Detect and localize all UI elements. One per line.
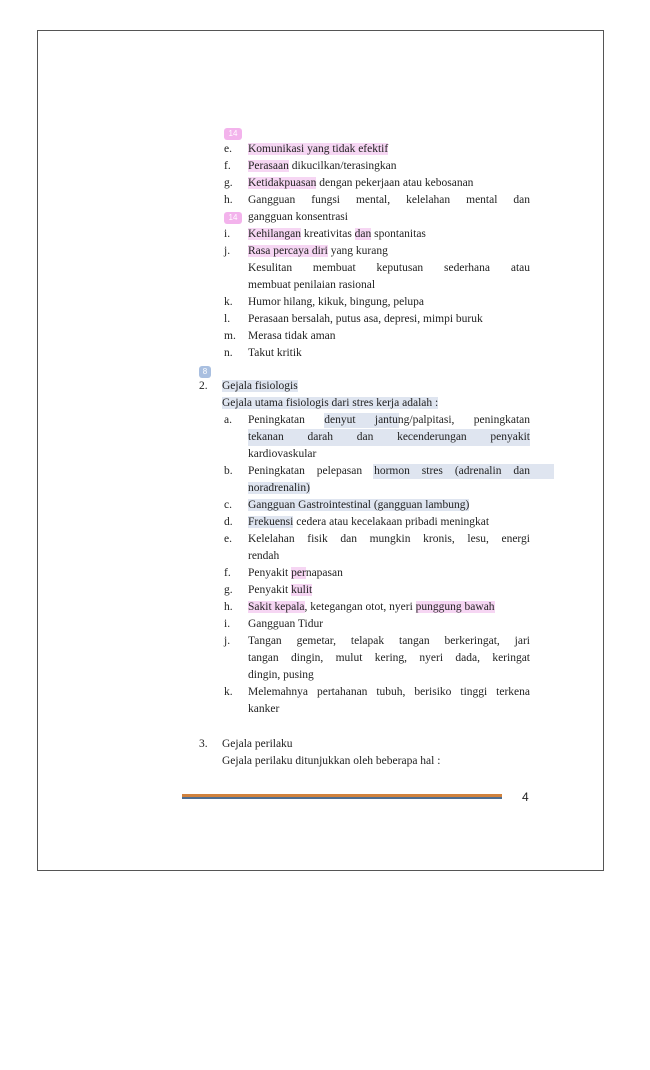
section-intro: Gejala utama fisiologis dari stres kerja adalah : (222, 397, 439, 409)
list-item-text: Gangguan Tidur (248, 618, 324, 630)
list-item-label: a. (224, 414, 232, 426)
list-item-label: i. (224, 618, 231, 630)
list-item-label: f. (224, 567, 231, 579)
list-item-text-line: Kelelahan fisik dan mungkin kronis, lesu, energi (248, 533, 530, 545)
list-item-text-line: noradrenalin) (248, 482, 310, 494)
list-item-text-line: dingin, pusing (248, 669, 314, 681)
comment-marker[interactable]: 8 (199, 366, 211, 378)
section-number: 2. (199, 380, 208, 392)
list-item-text: Merasa tidak aman (248, 330, 336, 342)
section-title: Gejala perilaku (222, 738, 293, 750)
comment-marker[interactable]: 14 (224, 212, 242, 224)
comment-marker[interactable]: 14 (224, 128, 242, 140)
list-item-text: Gangguan Gastrointestinal (gangguan lambung) (248, 499, 470, 511)
list-item-label: j. (224, 245, 231, 257)
list-item-text-line: tangan dingin, mulut kering, nyeri dada, keringat (248, 652, 530, 664)
list-item-text-line: Kesulitan membuat keputusan sederhana atau (248, 262, 530, 274)
list-item-text-line: membuat penilaian rasional (248, 279, 376, 291)
list-item-text-line: Peningkatan pelepasan hormon stres (adrenalin dan (248, 463, 530, 480)
list-item-text-line: Tangan gemetar, telapak tangan berkeringat, jari (248, 635, 530, 647)
list-item-text: Perasaan bersalah, putus asa, depresi, mimpi buruk (248, 313, 483, 325)
list-item-label: b. (224, 465, 233, 477)
list-item-label: h. (224, 601, 233, 613)
list-item-label: m. (224, 330, 236, 342)
list-item-text-line: kanker (248, 703, 280, 715)
list-item-text-line: Melemahnya pertahanan tubuh, berisiko tinggi terkena (248, 686, 530, 698)
list-item-label: f. (224, 160, 231, 172)
list-item-text: Sakit kepala, ketegangan otot, nyeri punggung bawah (248, 601, 495, 613)
list-item-text: Kehilangan kreativitas dan spontanitas (248, 228, 426, 240)
list-item-text-line: Peningkatan denyut jantung/palpitasi, peningkatan (248, 414, 530, 426)
list-item-text-line: tekanan darah dan kecenderungan penyakit (248, 429, 530, 446)
list-item-label: g. (224, 584, 233, 596)
list-item-text: Perasaan dikucilkan/terasingkan (248, 160, 397, 172)
list-item-label: k. (224, 296, 233, 308)
list-item-label: e. (224, 533, 232, 545)
list-item-text-line: rendah (248, 550, 280, 562)
list-item-label: g. (224, 177, 233, 189)
list-item-label: h. (224, 194, 233, 206)
list-item-text: Frekuensi cedera atau kecelakaan pribadi meningkat (248, 516, 490, 528)
page-number: 4 (522, 790, 529, 804)
list-item-text: Takut kritik (248, 347, 302, 359)
list-item-label: k. (224, 686, 233, 698)
list-item-text: Penyakit kulit (248, 584, 313, 596)
list-item-text: Ketidakpuasan dengan pekerjaan atau kebosanan (248, 177, 474, 189)
section-intro: Gejala perilaku ditunjukkan oleh beberapa hal : (222, 755, 441, 767)
list-item-label: c. (224, 499, 232, 511)
list-item-text-line: kardiovaskular (248, 448, 317, 460)
list-item-label: j. (224, 635, 231, 647)
list-item-label: d. (224, 516, 233, 528)
list-item-text: Rasa percaya diri yang kurang (248, 245, 388, 257)
list-item-text-line: Gangguan fungsi mental, kelelahan mental dan (248, 194, 530, 206)
footer-rule (182, 794, 502, 799)
list-item-text: Komunikasi yang tidak efektif (248, 143, 389, 155)
list-item-label: e. (224, 143, 232, 155)
list-item-text: Humor hilang, kikuk, bingung, pelupa (248, 296, 424, 308)
section-title: Gejala fisiologis (222, 380, 298, 392)
list-item-label: l. (224, 313, 231, 325)
list-item-label: i. (224, 228, 231, 240)
list-item-text-line: gangguan konsentrasi (248, 211, 348, 223)
list-item-text: Penyakit pernapasan (248, 567, 343, 579)
list-item-label: n. (224, 347, 233, 359)
section-number: 3. (199, 738, 208, 750)
